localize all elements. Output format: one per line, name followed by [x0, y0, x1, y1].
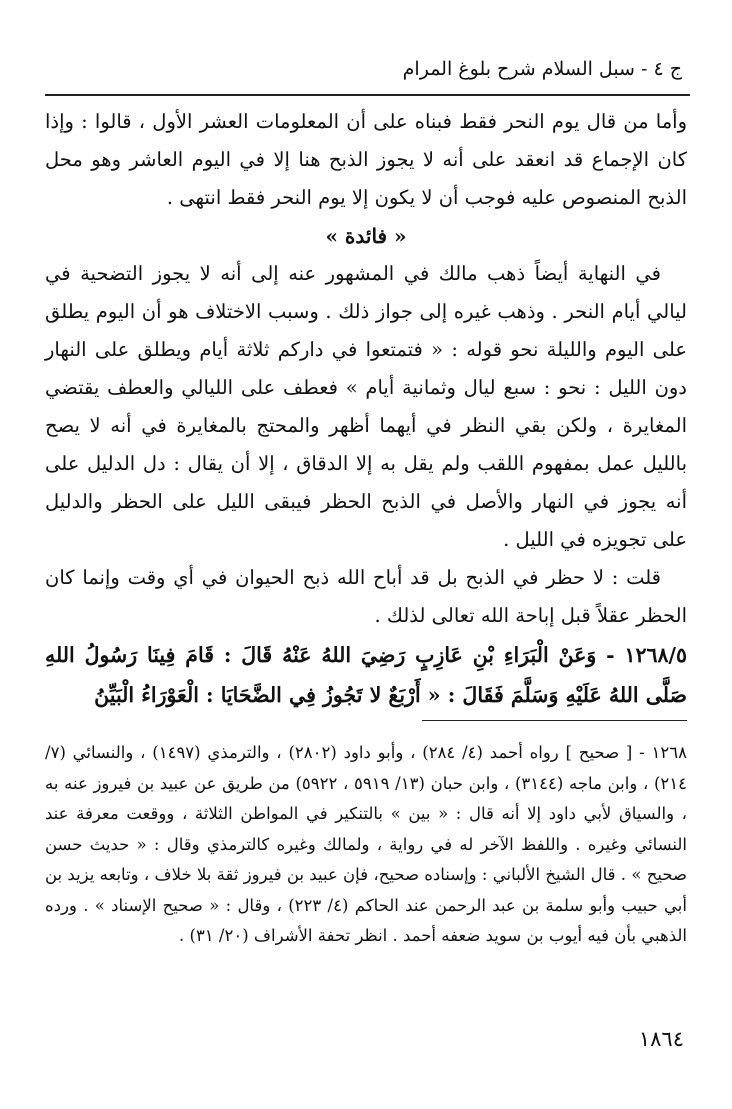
header-title: ج ٤ - سبل السلام شرح بلوغ المرام [402, 58, 682, 80]
paragraph-2: في النهاية أيضاً ذهب مالك في المشهور عنه إلى أنه لا يجوز التضحية في ليالي أيام النحر . وذهب غيره إلى جواز ذلك . وسبب الاختلاف هو أن اليوم يطلق على اليوم والليلة نحو قوله : « فتمتعوا في داركم ثلاثة أيام ويطلق على النهار دون الليل : نحو : سبع ليال وثمانية أيام » فعطف على الليالي والعطف يقتضي المغايرة ، ولكن بقي النظر في أيهما أظهر والمحتج بالمغايرة في أنه لا يصح بالليل عمل بمفهوم اللقب ولم يقل به إلا الدقاق ، إلا أن يقال : دل الدليل على أنه يجوز في النهار والأصل في الذبح الحظر فيبقى الليل على الحظر والدليل على تجويزه في الليل . [45, 262, 687, 551]
page-number: ١٨٦٤ [638, 1027, 684, 1051]
paragraph-3: قلت : لا حظر في الذبح بل قد أباح الله ذبح الحيوان في أي وقت وإنما كان الحظر عقلاً قبل إباحة الله تعالى لذلك . [45, 566, 687, 627]
running-header [45, 54, 690, 96]
footnotes [45, 738, 687, 952]
footnote-1268: ١٢٦٨ - [ صحيح ] رواه أحمد (٤/ ٢٨٤) ، وأبو داود (٢٨٠٢) ، والترمذي (١٤٩٧) ، والنسائي (٧/ ٢١٤) ، وابن ماجه (٣١٤٤) ، وابن حبان (١٣/ ٥٩١٩ ، ٥٩٢٢) من طريق عن عبيد بن فيروز عنه به ، والسياق لأبي داود إلا أنه قال : « بين » بالتنكير في المواطن الثلاثة ، ووقعت معرفة عند النسائي وغيره . واللفظ الآخر له في رواية ، ولمالك وغيره كالترمذي وقال : « حديث حسن صحيح » . قال الشيخ الألباني : وإسناده صحيح، فإن عبيد بن فيروز ثقة بلا خلاف ، وتابعه يزيد بن أبي حبيب وأبو سلمة بن عبد الرحمن عند الحاكم (٤/ ٢٢٣) ، وقال : « صحيح الإسناد » . ورده الذهبي بأن فيه أيوب بن سويد ضعفه أحمد . انظر تحفة الأشراف (٢٠/ ٣١) . [45, 743, 687, 945]
footnote-divider [422, 720, 687, 721]
hadith-text: ١٢٦٨/٥ - وَعَنْ الْبَرَاءِ بْنِ عَازِبٍ رَضِيَ اللهُ عَنْهُ قَالَ : قَامَ فِينَا رَسُولُ اللهِ صَلَّى اللهُ عَلَيْهِ وَسَلَّمَ فَقَالَ : « أَرْبَعٌ لا تَجُوزُ فِي الضَّحَايَا : الْعَوْرَاءُ الْبَيِّنُ [45, 643, 687, 707]
section-heading: « فائدة » [325, 224, 407, 248]
main-text [45, 103, 687, 715]
paragraph-1: وأما من قال يوم النحر فقط فبناه على أن المعلومات العشر الأول ، قالوا : وإذا كان الإجماع قد انعقد على أنه لا يجوز الذبح هنا إلا في اليوم العاشر وهو محل الذبح المنصوص عليه فوجب أن لا يكون إلا يوم النحر فقط انتهى . [45, 110, 687, 209]
